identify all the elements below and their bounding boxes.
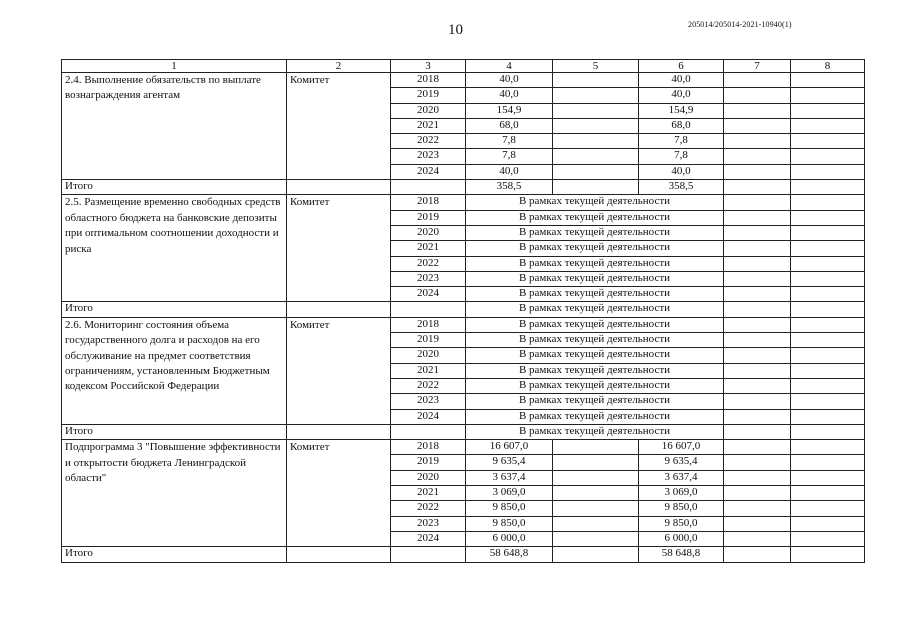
empty-cell	[791, 118, 865, 133]
value-cell	[553, 88, 639, 103]
year-cell: 2019	[391, 455, 466, 470]
value-cell: 6 000,0	[639, 531, 724, 546]
total-note-cell: В рамках текущей деятельности	[466, 424, 724, 439]
empty-cell	[724, 210, 791, 225]
value-cell: 16 607,0	[466, 440, 553, 455]
value-cell: 9 850,0	[466, 516, 553, 531]
empty-cell	[791, 455, 865, 470]
empty-cell	[791, 195, 865, 210]
year-cell: 2020	[391, 103, 466, 118]
value-cell: 40,0	[466, 164, 553, 179]
empty-cell	[724, 516, 791, 531]
document-code: 205014/205014-2021-10940(1)	[688, 20, 792, 29]
empty-cell	[791, 103, 865, 118]
year-cell: 2023	[391, 516, 466, 531]
table-row	[62, 195, 865, 210]
note-cell: В рамках текущей деятельности	[466, 195, 724, 210]
year-cell: 2020	[391, 348, 466, 363]
empty-cell	[791, 88, 865, 103]
column-header: 5	[553, 60, 639, 73]
empty-cell	[724, 424, 791, 439]
empty-cell	[724, 225, 791, 240]
year-cell: 2020	[391, 470, 466, 485]
empty-cell	[724, 363, 791, 378]
value-cell: 3 069,0	[639, 486, 724, 501]
value-cell: 40,0	[639, 88, 724, 103]
empty-cell	[791, 225, 865, 240]
empty-cell	[791, 302, 865, 317]
year-cell: 2018	[391, 317, 466, 332]
value-cell: 154,9	[466, 103, 553, 118]
note-cell: В рамках текущей деятельности	[466, 256, 724, 271]
empty-cell	[724, 470, 791, 485]
total-row	[62, 547, 865, 562]
column-header: 7	[724, 60, 791, 73]
value-cell: 7,8	[639, 149, 724, 164]
empty-cell	[724, 302, 791, 317]
year-cell: 2022	[391, 134, 466, 149]
note-cell: В рамках текущей деятельности	[466, 378, 724, 393]
empty-cell	[724, 103, 791, 118]
empty-cell	[287, 424, 391, 439]
value-cell	[553, 440, 639, 455]
empty-cell	[724, 164, 791, 179]
note-cell: В рамках текущей деятельности	[466, 210, 724, 225]
note-cell: В рамках текущей деятельности	[466, 348, 724, 363]
empty-cell	[724, 378, 791, 393]
year-cell: 2018	[391, 440, 466, 455]
total-label-cell: Итого	[62, 424, 287, 439]
value-cell: 40,0	[466, 73, 553, 88]
empty-cell	[791, 363, 865, 378]
empty-cell	[724, 333, 791, 348]
year-cell: 2023	[391, 394, 466, 409]
value-cell	[553, 164, 639, 179]
year-cell: 2020	[391, 225, 466, 240]
empty-cell	[724, 256, 791, 271]
value-cell	[553, 501, 639, 516]
executor-cell: Комитет	[287, 73, 391, 180]
empty-cell	[724, 440, 791, 455]
column-header: 4	[466, 60, 553, 73]
value-cell	[553, 73, 639, 88]
empty-cell	[791, 164, 865, 179]
year-cell: 2022	[391, 378, 466, 393]
note-cell: В рамках текущей деятельности	[466, 287, 724, 302]
note-cell: В рамках текущей деятельности	[466, 363, 724, 378]
year-cell: 2023	[391, 149, 466, 164]
year-cell: 2019	[391, 210, 466, 225]
empty-cell	[724, 73, 791, 88]
value-cell: 3 637,4	[466, 470, 553, 485]
note-cell: В рамках текущей деятельности	[466, 225, 724, 240]
year-cell: 2022	[391, 256, 466, 271]
note-cell: В рамках текущей деятельности	[466, 241, 724, 256]
empty-cell	[724, 271, 791, 286]
executor-cell: Комитет	[287, 195, 391, 302]
empty-cell	[391, 302, 466, 317]
value-cell	[553, 531, 639, 546]
value-cell	[553, 486, 639, 501]
empty-cell	[724, 287, 791, 302]
empty-cell	[791, 531, 865, 546]
year-cell: 2024	[391, 531, 466, 546]
value-cell: 68,0	[639, 118, 724, 133]
executor-cell: Комитет	[287, 317, 391, 424]
year-cell: 2024	[391, 409, 466, 424]
empty-cell	[791, 333, 865, 348]
activity-name-cell: 2.4. Выполнение обязательств по выплате вознаграждения агентам	[62, 73, 287, 180]
year-cell: 2018	[391, 195, 466, 210]
value-cell: 7,8	[466, 134, 553, 149]
column-header: 2	[287, 60, 391, 73]
empty-cell	[791, 394, 865, 409]
empty-cell	[287, 180, 391, 195]
table-row	[62, 73, 865, 88]
empty-cell	[724, 409, 791, 424]
value-cell: 3 069,0	[466, 486, 553, 501]
total-label-cell: Итого	[62, 302, 287, 317]
value-cell: 9 850,0	[466, 501, 553, 516]
empty-cell	[724, 118, 791, 133]
empty-cell	[724, 455, 791, 470]
year-cell: 2022	[391, 501, 466, 516]
year-cell: 2024	[391, 287, 466, 302]
column-header: 1	[62, 60, 287, 73]
value-cell	[553, 134, 639, 149]
column-header: 3	[391, 60, 466, 73]
empty-cell	[724, 348, 791, 363]
executor-cell: Комитет	[287, 440, 391, 547]
total-value-cell: 58 648,8	[639, 547, 724, 562]
column-header: 6	[639, 60, 724, 73]
empty-cell	[791, 210, 865, 225]
year-cell: 2024	[391, 164, 466, 179]
empty-cell	[791, 134, 865, 149]
empty-cell	[724, 241, 791, 256]
empty-cell	[791, 287, 865, 302]
empty-cell	[391, 547, 466, 562]
empty-cell	[791, 440, 865, 455]
value-cell: 40,0	[639, 73, 724, 88]
activity-name-cell: 2.5. Размещение временно свободных средств областного бюджета на банковские депозиты при оптимальном соотношении доходности и риска	[62, 195, 287, 302]
value-cell: 6 000,0	[466, 531, 553, 546]
value-cell: 9 850,0	[639, 516, 724, 531]
value-cell: 7,8	[466, 149, 553, 164]
value-cell	[553, 516, 639, 531]
year-cell: 2019	[391, 333, 466, 348]
activity-name-cell: Подпрограмма 3 "Повышение эффективности и открытости бюджета Ленинградской области"	[62, 440, 287, 547]
value-cell: 9 635,4	[639, 455, 724, 470]
empty-cell	[791, 317, 865, 332]
column-header: 8	[791, 60, 865, 73]
empty-cell	[724, 394, 791, 409]
note-cell: В рамках текущей деятельности	[466, 409, 724, 424]
empty-cell	[791, 73, 865, 88]
value-cell: 16 607,0	[639, 440, 724, 455]
year-cell: 2023	[391, 271, 466, 286]
value-cell	[553, 455, 639, 470]
total-label-cell: Итого	[62, 180, 287, 195]
year-cell: 2021	[391, 241, 466, 256]
empty-cell	[391, 180, 466, 195]
empty-cell	[287, 302, 391, 317]
empty-cell	[724, 486, 791, 501]
empty-cell	[791, 271, 865, 286]
empty-cell	[791, 486, 865, 501]
total-label-cell: Итого	[62, 547, 287, 562]
note-cell: В рамках текущей деятельности	[466, 333, 724, 348]
table-row	[62, 440, 865, 455]
empty-cell	[791, 241, 865, 256]
empty-cell	[791, 256, 865, 271]
budget-table	[61, 59, 865, 563]
total-value-cell: 58 648,8	[466, 547, 553, 562]
value-cell	[553, 118, 639, 133]
value-cell	[553, 103, 639, 118]
empty-cell	[391, 424, 466, 439]
value-cell: 9 850,0	[639, 501, 724, 516]
table-row	[62, 317, 865, 332]
empty-cell	[724, 531, 791, 546]
value-cell: 9 635,4	[466, 455, 553, 470]
page-number: 10	[448, 22, 463, 38]
empty-cell	[791, 547, 865, 562]
total-row	[62, 302, 865, 317]
empty-cell	[791, 180, 865, 195]
empty-cell	[791, 378, 865, 393]
empty-cell	[724, 134, 791, 149]
empty-cell	[724, 501, 791, 516]
empty-cell	[724, 547, 791, 562]
value-cell: 3 637,4	[639, 470, 724, 485]
note-cell: В рамках текущей деятельности	[466, 394, 724, 409]
empty-cell	[791, 409, 865, 424]
empty-cell	[553, 180, 639, 195]
empty-cell	[791, 516, 865, 531]
value-cell: 7,8	[639, 134, 724, 149]
value-cell: 68,0	[466, 118, 553, 133]
total-row	[62, 424, 865, 439]
year-cell: 2018	[391, 73, 466, 88]
year-cell: 2021	[391, 486, 466, 501]
note-cell: В рамках текущей деятельности	[466, 271, 724, 286]
year-cell: 2019	[391, 88, 466, 103]
empty-cell	[287, 547, 391, 562]
empty-cell	[724, 180, 791, 195]
header-row	[62, 60, 865, 73]
empty-cell	[724, 88, 791, 103]
value-cell	[553, 470, 639, 485]
total-value-cell: 358,5	[466, 180, 553, 195]
empty-cell	[553, 547, 639, 562]
total-row	[62, 180, 865, 195]
empty-cell	[724, 317, 791, 332]
value-cell: 154,9	[639, 103, 724, 118]
empty-cell	[791, 424, 865, 439]
year-cell: 2021	[391, 363, 466, 378]
empty-cell	[791, 348, 865, 363]
empty-cell	[791, 501, 865, 516]
year-cell: 2021	[391, 118, 466, 133]
value-cell	[553, 149, 639, 164]
total-note-cell: В рамках текущей деятельности	[466, 302, 724, 317]
empty-cell	[791, 470, 865, 485]
value-cell: 40,0	[466, 88, 553, 103]
value-cell: 40,0	[639, 164, 724, 179]
note-cell: В рамках текущей деятельности	[466, 317, 724, 332]
empty-cell	[724, 195, 791, 210]
total-value-cell: 358,5	[639, 180, 724, 195]
empty-cell	[791, 149, 865, 164]
empty-cell	[724, 149, 791, 164]
activity-name-cell: 2.6. Мониторинг состояния объема государственного долга и расходов на его обслуживание на предмет соответствия ограничениям, установленным Бюджетным кодексом Российской Федерации	[62, 317, 287, 424]
